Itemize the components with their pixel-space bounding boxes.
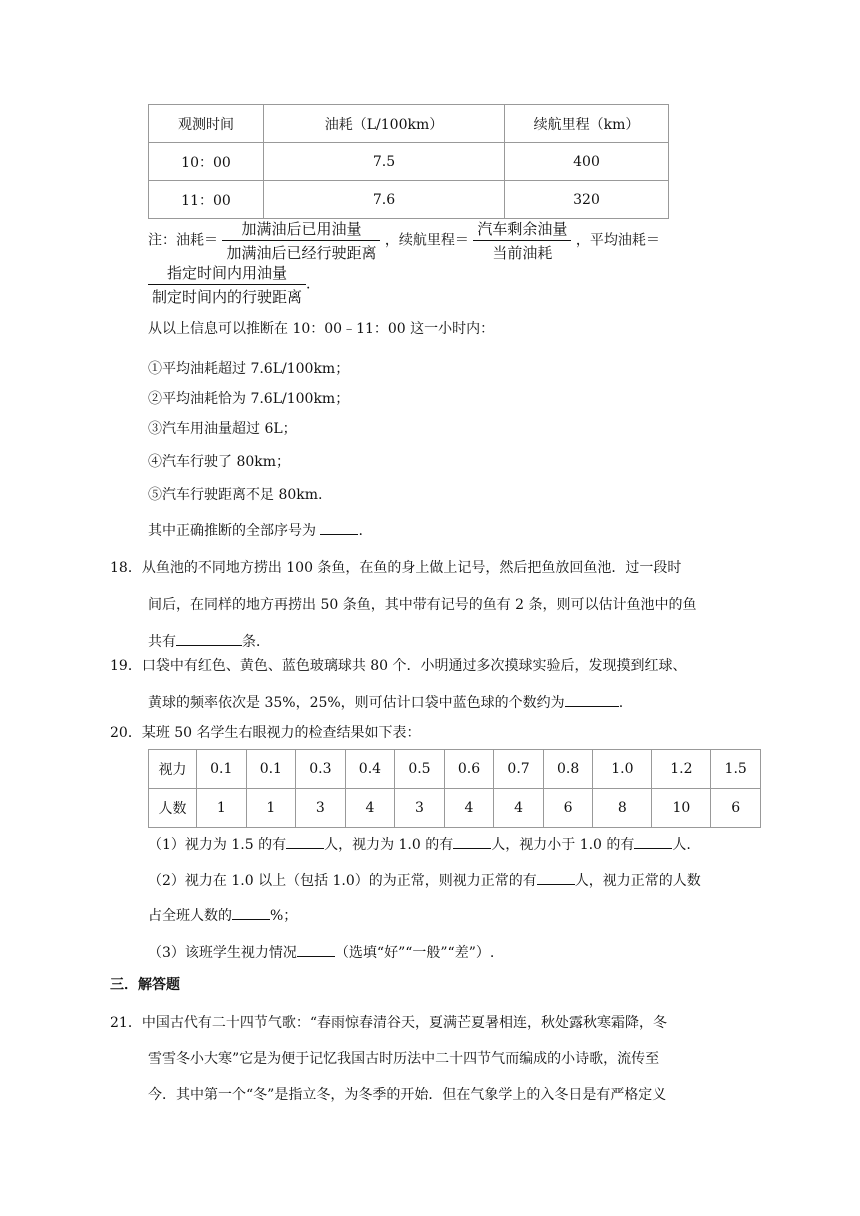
table-header-cell: 观测时间	[149, 105, 264, 143]
option-item: ②平均油耗恰为 7.6L/100km；	[148, 391, 350, 407]
answer-blank[interactable]	[453, 834, 491, 849]
table-cell: 1.0	[593, 750, 652, 789]
answer-blank[interactable]	[565, 692, 619, 707]
text: （3）该班学生视力情况	[148, 945, 297, 961]
row-label: 人数	[149, 789, 197, 828]
answer-blank[interactable]	[297, 942, 335, 957]
table-cell: 0.7	[494, 750, 544, 789]
subquestion-2	[148, 870, 701, 890]
table-cell: 0.4	[345, 750, 395, 789]
subquestion-1	[148, 834, 691, 854]
table-cell: 1	[246, 789, 296, 828]
table-header-row	[149, 105, 669, 143]
table-header-cell: 油耗（L/100km）	[264, 105, 505, 143]
table-cell: 0.3	[296, 750, 346, 789]
table-row	[149, 181, 669, 219]
text: 人，视力为 1.0 的有	[324, 837, 454, 853]
answer-line	[148, 692, 623, 712]
table-cell: 8	[593, 789, 652, 828]
fraction-denominator: 加满油后已经行驶距离	[226, 244, 377, 262]
table-row	[149, 143, 669, 181]
table-cell: 7.5	[264, 143, 505, 181]
answer-blank[interactable]	[537, 870, 575, 885]
question-intro: 从以上信息可以推断在 10：00﹣11：00 这一小时内：	[148, 321, 495, 337]
fraction-denominator: 制定时间内的行驶距离	[152, 288, 303, 306]
table-cell: 320	[505, 181, 669, 219]
fraction-numerator: 指定时间内用油量	[148, 262, 306, 285]
table-cell: 1.2	[652, 750, 711, 789]
answer-blank[interactable]	[320, 520, 358, 535]
table-cell: 400	[505, 143, 669, 181]
option-item: ⑤汽车行驶距离不足 80km.	[148, 487, 323, 503]
fraction-numerator: 汽车剩余油量	[473, 218, 571, 241]
table-row	[149, 789, 761, 828]
text: 人，视力正常的人数	[574, 873, 701, 889]
text: 占全班人数的	[148, 908, 232, 924]
table-cell: 0.6	[444, 750, 494, 789]
punctuation: .	[358, 523, 363, 539]
answer-blank[interactable]	[232, 905, 270, 920]
note-mid: ，平均油耗＝	[575, 232, 660, 249]
table-cell: 10：00	[149, 143, 264, 181]
answer-prompt: 其中正确推断的全部序号为	[148, 523, 316, 539]
question-text: 间后，在同样的地方再捞出 50 条鱼，其中带有记号的鱼有 2 条，则可以估计鱼池中的鱼	[148, 597, 697, 613]
table-cell: 3	[395, 789, 445, 828]
table-cell: 7.6	[264, 181, 505, 219]
option-item: ④汽车行驶了 80km；	[148, 454, 291, 470]
table-cell: 6	[543, 789, 593, 828]
text: （1）视力为 1.5 的有	[148, 837, 287, 853]
table-cell: 0.8	[543, 750, 593, 789]
answer-blank[interactable]	[176, 631, 242, 646]
text: （选填“好”“一般”“差”）.	[334, 945, 495, 961]
note-end: .	[306, 276, 311, 293]
answer-line	[148, 520, 363, 540]
table-cell: 0.5	[395, 750, 445, 789]
table-cell: 1	[197, 789, 247, 828]
fraction-denominator: 当前油耗	[492, 244, 553, 262]
table-cell: 0.1	[197, 750, 247, 789]
table-cell: 10	[652, 789, 711, 828]
question-intro: 20．某班 50 名学生右眼视力的检查结果如下表：	[110, 725, 421, 741]
average-consumption-fraction	[148, 262, 306, 307]
table-row	[149, 750, 761, 789]
note-prefix: 注：油耗＝	[148, 232, 218, 249]
text: 人.	[672, 837, 691, 853]
text: （2）视力在 1.0 以上（包括 1.0）的为正常，则视力正常的有	[148, 873, 537, 889]
question-text: 雪雪冬小大寒”它是为便于记忆我国古时历法中二十四节气而编成的小诗歌，流传至	[148, 1051, 660, 1067]
subquestion-3	[148, 942, 494, 962]
fraction-numerator: 加满油后已用油量	[222, 218, 380, 241]
question-text: 18．从鱼池的不同地方捞出 100 条鱼，在鱼的身上做上记号，然后把鱼放回鱼池．过一段时	[110, 560, 682, 576]
table-cell: 4	[345, 789, 395, 828]
answer-blank[interactable]	[634, 834, 672, 849]
fuel-table	[148, 104, 669, 219]
option-item: ①平均油耗超过 7.6L/100km；	[148, 361, 350, 377]
formula-note-cont	[148, 262, 310, 307]
range-fraction	[473, 218, 571, 263]
answer-line	[148, 631, 270, 651]
question-text: 19．口袋中有红色、黄色、蓝色玻璃球共 80 个．小明通过多次摸球实验后，发现摸到红球、	[110, 658, 687, 674]
text: %；	[270, 908, 298, 924]
table-header-cell: 续航里程（km）	[505, 105, 669, 143]
table-cell: 1.5	[711, 750, 761, 789]
table-cell: 11：00	[149, 181, 264, 219]
table-cell: 6	[711, 789, 761, 828]
answer-prompt: 黄球的频率依次是 35%，25%，则可估计口袋中蓝色球的个数约为	[148, 695, 565, 711]
subquestion-2-cont	[148, 905, 297, 925]
vision-table	[148, 749, 761, 828]
answer-blank[interactable]	[286, 834, 324, 849]
section-heading: 三．解答题	[110, 977, 180, 993]
fuel-consumption-fraction	[222, 218, 380, 263]
note-mid: ，续航里程＝	[384, 232, 469, 249]
punctuation: 条．	[242, 634, 270, 650]
table-cell: 3	[296, 789, 346, 828]
answer-prompt: 共有	[148, 634, 176, 650]
punctuation: .	[618, 695, 624, 711]
table-cell: 0.1	[246, 750, 296, 789]
row-label: 视力	[149, 750, 197, 789]
option-item: ③汽车用油量超过 6L；	[148, 421, 297, 437]
text: 人，视力小于 1.0 的有	[491, 837, 635, 853]
table-cell: 4	[494, 789, 544, 828]
formula-note	[148, 218, 660, 263]
table-cell: 4	[444, 789, 494, 828]
question-text: 今．其中第一个“冬”是指立冬，为冬季的开始．但在气象学上的入冬日是有严格定义	[148, 1087, 667, 1103]
question-text: 21．中国古代有二十四节气歌：“春雨惊春清谷天，夏满芒夏暑相连，秋处露秋寒霜降，冬	[110, 1015, 667, 1031]
